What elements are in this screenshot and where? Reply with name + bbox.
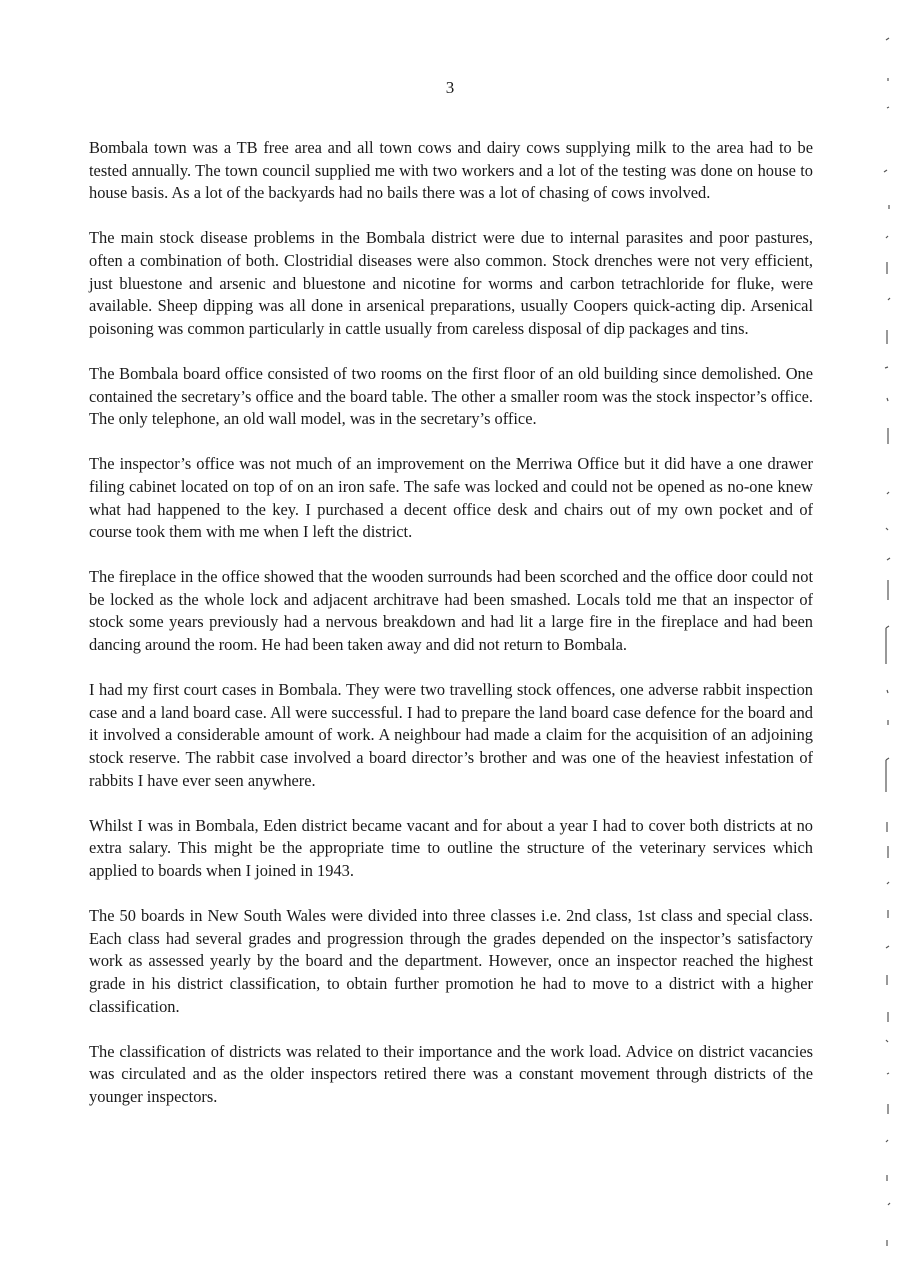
paragraph: The classification of districts was related to their importance and the work load. Advice on district vacancies was circulated and as the older inspectors retired there was a constant movement through districts of the younger inspectors. [89,1041,813,1106]
paragraph: The 50 boards in New South Wales were divided into three classes i.e. 2nd class, 1st class and special class. Each class had several grades and progression through the grades depended on the inspector’s satisfactory work as assessed yearly by the board and the department. However, once an inspector reached the highest grade in his district classification, to obtain further promotion he had to move to a district with a higher classification. [89,906,813,1016]
page-number: 3 [445,78,455,97]
paragraph: The main stock disease problems in the Bombala district were due to internal parasites and poor pastures, often a combination of both. Clostridial diseases were also common. Stock drenches were not very efficient, just bluestone and arsenic and bluestone and nicotine for worms and carbon tetrachloride for fluke, were available. Sheep dipping was all done in arsenical preparations, usually Coopers quick-acting dip. Arsenical poisoning was common particularly in cattle usually from careless disposal of dip packages and tins. [89,228,813,338]
paragraph: The fireplace in the office showed that the wooden surrounds had been scorched and the office door could not be locked as the whole lock and adjacent architrave had been smashed. Locals told me that an inspector of stock some years previously had a nervous breakdown and had lit a large fire in the fireplace and had been dancing around the room. He had been taken away and did not return to Bombala. [89,567,813,655]
paragraph: I had my first court cases in Bombala. They were two travelling stock offences, one adverse rabbit inspection case and a land board case. All were successful. I had to prepare the land board case defence for the board and it involved a considerable amount of work. A neighbour had made a claim for the acquisition of an adjoining stock reserve. The rabbit case involved a board director’s brother and was one of the heaviest infestation of rabbits I have ever seen anywhere. [89,680,813,790]
scan-edge-marks [860,0,900,1279]
paragraph: The inspector’s office was not much of an improvement on the Merriwa Office but it did have a one drawer filing cabinet located on top of on an iron safe. The safe was locked and could not be opened as no-one knew what had happened to the key. I purchased a decent office desk and chairs out of my own pocket and of course took them with me when I left the district. [89,454,813,542]
paragraph: The Bombala board office consisted of two rooms on the first floor of an old building since demolished. One contained the secretary’s office and the board table. The other a smaller room was the stock inspector’s office. The only telephone, an old wall model, was in the secretary’s office. [89,363,813,429]
document-body [89,137,813,1131]
paragraph: Whilst I was in Bombala, Eden district became vacant and for about a year I had to cover both districts at no extra salary. This might be the appropriate time to outline the structure of the veterinary services which applied to boards when I joined in 1943. [89,815,813,880]
paragraph: Bombala town was a TB free area and all town cows and dairy cows supplying milk to the area had to be tested annually. The town council supplied me with two workers and a lot of the testing was done on house to house basis. As a lot of the backyards had no bails there was a lot of chasing of cows involved. [89,138,813,203]
